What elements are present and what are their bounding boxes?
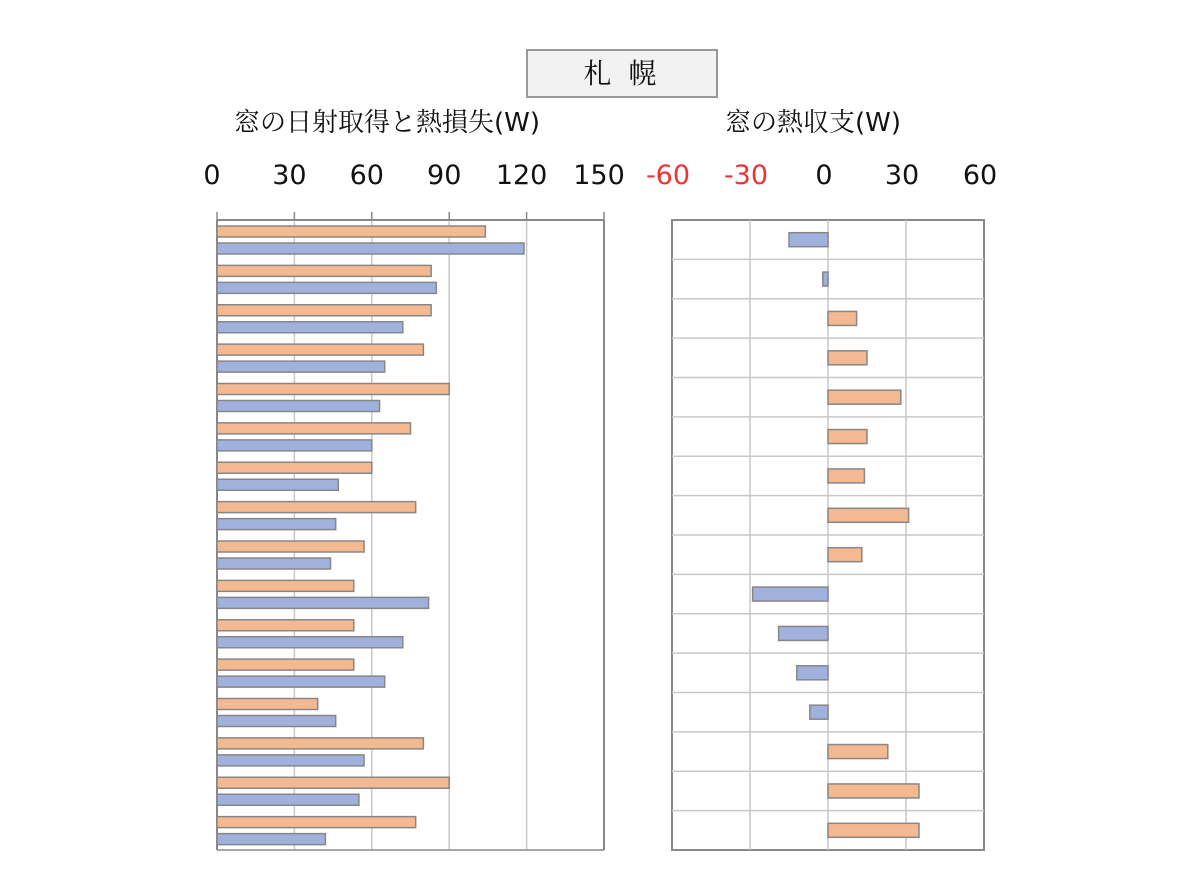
- city-title: 札 幌: [583, 57, 661, 90]
- left-tick-label: 30: [272, 160, 307, 191]
- net-loss-bar: [823, 272, 828, 286]
- right-tick-label: 0: [815, 160, 833, 191]
- right-chart-title: 窓の熱収支(W): [725, 108, 901, 138]
- heat-loss-bar: [217, 282, 436, 293]
- heat-loss-bar: [217, 519, 336, 530]
- heat-loss-bar: [217, 716, 336, 727]
- net-gain-bar: [828, 390, 901, 404]
- solar-gain-bar: [217, 265, 431, 276]
- solar-gain-bar: [217, 738, 423, 749]
- heat-loss-bar: [217, 676, 385, 687]
- heat-loss-bar: [217, 794, 359, 805]
- solar-gain-bar: [217, 777, 449, 788]
- heat-loss-bar: [217, 401, 380, 412]
- net-loss-bar: [810, 705, 828, 719]
- net-gain-bar: [828, 311, 857, 325]
- right-tick-label: 60: [962, 160, 998, 191]
- net-gain-bar: [828, 351, 867, 365]
- net-gain-bar: [828, 823, 919, 837]
- right-tick-label: -60: [645, 160, 691, 191]
- solar-gain-bar: [217, 541, 364, 552]
- solar-gain-bar: [217, 344, 423, 355]
- solar-gain-bar: [217, 423, 411, 434]
- left-tick-label: 60: [349, 160, 384, 191]
- solar-gain-bar: [217, 462, 372, 473]
- heat-loss-bar: [217, 755, 364, 766]
- solar-gain-bar: [217, 305, 431, 316]
- left-tick-label: 150: [573, 160, 625, 191]
- solar-gain-bar: [217, 226, 485, 237]
- heat-loss-bar: [217, 440, 372, 451]
- net-gain-bar: [828, 745, 888, 759]
- net-gain-bar: [828, 469, 864, 483]
- left-tick-label: 120: [495, 160, 548, 191]
- net-gain-bar: [828, 508, 909, 522]
- heat-loss-bar: [217, 361, 385, 372]
- net-loss-bar: [753, 587, 828, 601]
- net-gain-bar: [828, 548, 862, 562]
- right-tick-label: -30: [723, 160, 769, 191]
- right-bar-chart: [646, 160, 997, 850]
- solar-gain-bar: [217, 620, 354, 631]
- heat-loss-bar: [217, 479, 338, 490]
- solar-gain-bar: [217, 384, 449, 395]
- solar-gain-bar: [217, 659, 354, 670]
- heat-loss-bar: [217, 834, 325, 845]
- left-chart-title: 窓の日射取得と熱損失(W): [234, 108, 540, 138]
- net-gain-bar: [828, 430, 867, 444]
- net-gain-bar: [828, 784, 919, 798]
- left-tick-label: 90: [427, 160, 462, 191]
- solar-gain-bar: [217, 580, 354, 591]
- heat-loss-bar: [217, 322, 403, 333]
- left-bar-chart: [203, 160, 624, 850]
- solar-gain-bar: [217, 817, 416, 828]
- right-tick-label: 30: [884, 160, 920, 191]
- net-loss-bar: [789, 233, 828, 247]
- net-loss-bar: [779, 626, 828, 640]
- left-tick-label: 0: [203, 160, 221, 191]
- heat-loss-bar: [217, 597, 429, 608]
- heat-loss-bar: [217, 637, 403, 648]
- heat-loss-bar: [217, 558, 331, 569]
- net-loss-bar: [797, 666, 828, 680]
- solar-gain-bar: [217, 699, 318, 710]
- heat-loss-bar: [217, 243, 524, 254]
- solar-gain-bar: [217, 502, 416, 513]
